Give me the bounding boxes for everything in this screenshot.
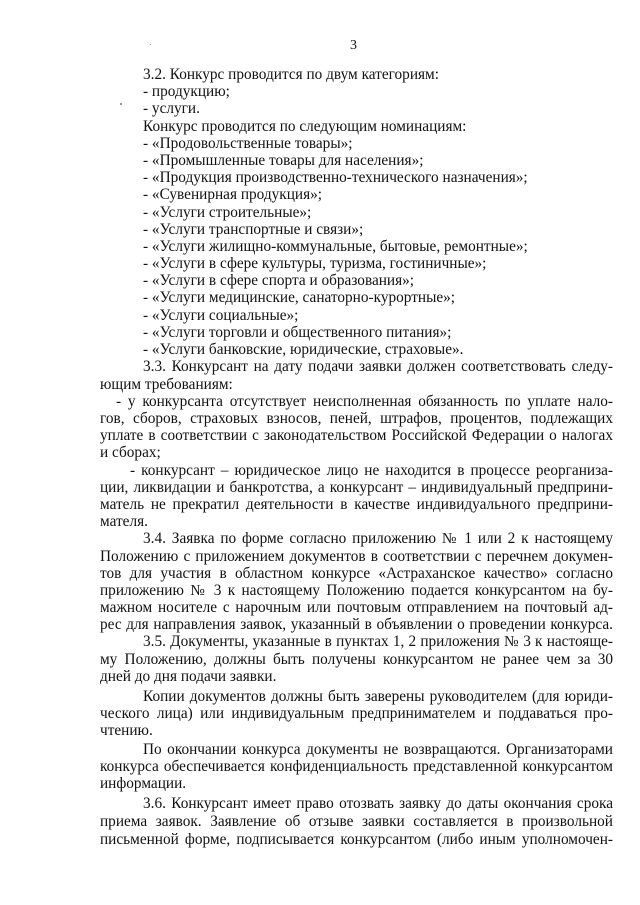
page-number: 3 [350, 38, 357, 53]
section-3-4-line: мажном носителе с нарочным или почтовым отправлением на почтовый ад- [100, 599, 613, 616]
nominations-intro: Конкурс проводится по следующим номинациям: [143, 118, 467, 135]
section-3-4-line: приложению № 3 к настоящему Положению подается конкурсантом на бу- [100, 582, 613, 599]
section-3-5-line: му Положению, должны быть получены конкурсантом не ранее чем за 30 [100, 651, 613, 668]
nomination-item: - «Услуги торговли и общественного питания»; [143, 324, 452, 341]
section-3-6-line: приема заявок. Заявление об отзыве заявки составляется в произвольной [100, 813, 613, 830]
return-line: По окончании конкурса документы не возвращаются. Организаторами [143, 741, 613, 758]
section-3-5-line: 3.5. Документы, указанные в пунктах 1, 2 приложения № 3 к настояще- [143, 633, 613, 650]
copies-line: ческого лица) или индивидуальным предпринимателем и поддаваться про- [100, 705, 613, 722]
nomination-item: - «Услуги социальные»; [143, 307, 299, 324]
section-3-3-line: ющим требованиям: [100, 376, 233, 393]
requirement-line: - у конкурсанта отсутствует неисполненная обязанность по уплате нало- [116, 393, 613, 410]
section-3-5-line: дней до дня подачи заявки. [100, 668, 277, 685]
copies-line: чтению. [100, 722, 153, 739]
nomination-item: - «Продукция производственно-технического назначения»; [143, 169, 528, 186]
section-3-6-line: письменной форме, подписывается конкурсантом (либо иным уполномочен- [100, 831, 613, 848]
return-line: информации. [100, 775, 187, 792]
nomination-item: - «Услуги банковские, юридические, страховые». [143, 341, 464, 358]
nomination-item: - «Услуги в сфере спорта и образования»; [143, 272, 415, 289]
requirement-line: уплате в соответствии с законодательством Российской Федерации о налогах [100, 427, 613, 444]
section-3-4-line: Положению с приложением документов в соответствии с перечнем докумен- [100, 548, 613, 565]
nomination-item: - «Услуги медицинские, санаторно-курортные»; [143, 289, 456, 306]
requirement-line: гов, сборов, страховых взносов, пеней, штрафов, процентов, подлежащих [100, 410, 613, 427]
nomination-item: - «Продовольственные товары»; [143, 135, 353, 152]
nomination-item: - «Услуги жилищно-коммунальные, бытовые, ремонтные»; [143, 238, 528, 255]
requirement-line: мателя. [100, 513, 148, 530]
scan-speck [120, 103, 122, 105]
section-3-2-title: 3.2. Конкурс проводится по двум категориям: [143, 66, 439, 83]
scan-speck [150, 44, 151, 45]
copies-line: Копии документов должны быть заверены руководителем (для юриди- [143, 688, 613, 705]
nomination-item: - «Услуги в сфере культуры, туризма, гостиничные»; [143, 255, 487, 272]
section-3-3-line: 3.3. Конкурсант на дату подачи заявки должен соответствовать следу- [143, 358, 613, 375]
return-line: конкурса обеспечивается конфиденциальность представленной конкурсантом [100, 758, 613, 775]
category-item: - услуги. [143, 100, 200, 117]
nomination-item: - «Услуги транспортные и связи»; [143, 221, 364, 238]
requirement-line: матель не прекратил деятельности в качестве индивидуального предприни- [100, 496, 613, 513]
section-3-4-line: рес для направления заявок, указанный в объявлении о проведении конкурса. [100, 616, 613, 633]
section-3-4-line: тов для участия в областном конкурсе «Астраханское качество» согласно [100, 565, 613, 582]
requirement-line: - конкурсант – юридическое лицо не находится в процессе реорганиза- [130, 462, 613, 479]
requirement-line: и сборах; [100, 444, 161, 461]
category-item: - продукцию; [143, 83, 230, 100]
nomination-item: - «Услуги строительные»; [143, 204, 312, 221]
nomination-item: - «Промышленные товары для населения»; [143, 152, 424, 169]
nomination-item: - «Сувенирная продукция»; [143, 186, 323, 203]
requirement-line: ции, ликвидации и банкротства, а конкурсант – индивидуальный предприни- [100, 479, 613, 496]
section-3-6-line: 3.6. Конкурсант имеет право отозвать заявку до даты окончания срока [143, 795, 613, 812]
section-3-4-line: 3.4. Заявка по форме согласно приложению № 1 или 2 к настоящему [143, 530, 613, 547]
